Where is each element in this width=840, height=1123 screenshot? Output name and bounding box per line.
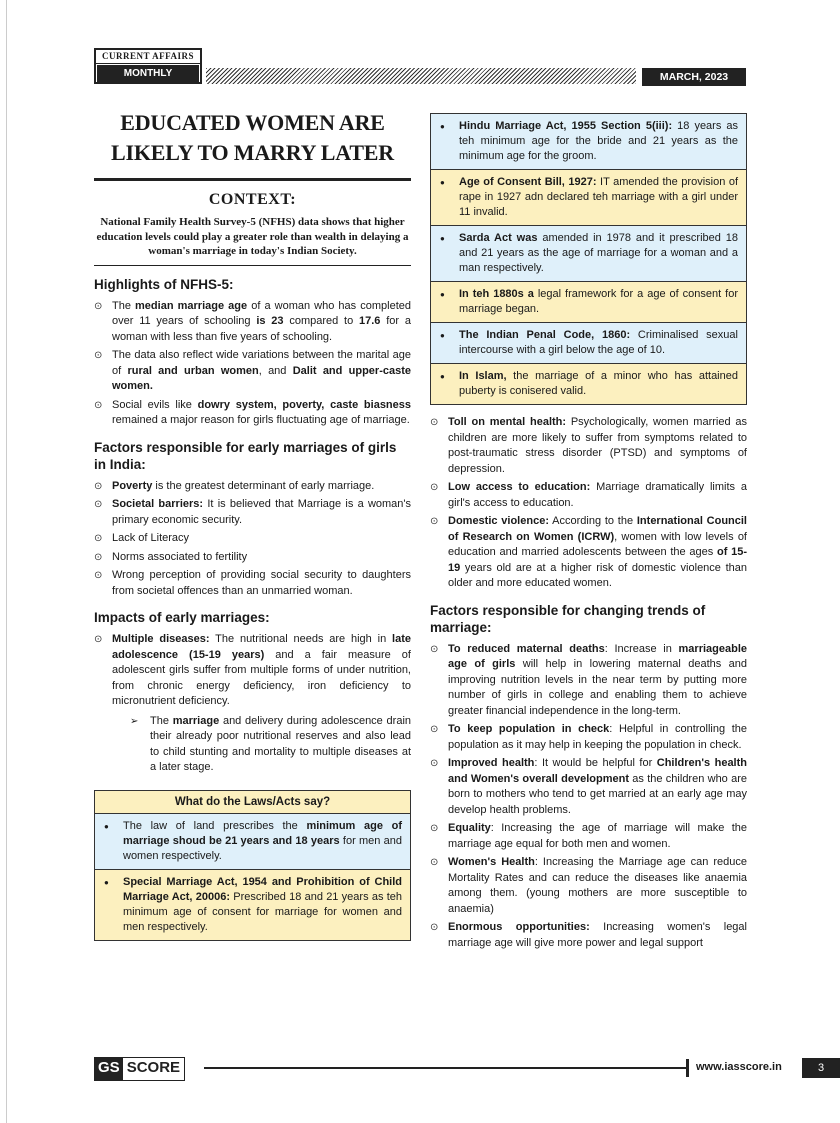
factors-list bbox=[94, 479, 411, 600]
magazine-brand bbox=[94, 48, 202, 84]
laws-box-continued bbox=[430, 113, 747, 405]
list-item: ⊙ Norms associated to fertility bbox=[94, 550, 411, 566]
page-header bbox=[94, 48, 746, 88]
list-item: ⊙ The median marriage age of a woman who has completed over 11 years of schooling is 23 compared to 17.6 for a woman with less than five years of schooling. bbox=[94, 299, 411, 346]
context-heading: CONTEXT: bbox=[208, 191, 297, 208]
list-item: ⊙ Wrong perception of providing social security to daughters from societal offences than an unmarried woman. bbox=[94, 568, 411, 599]
title-divider bbox=[94, 178, 411, 181]
title-line-2: LIKELY TO MARRY LATER bbox=[111, 140, 394, 165]
highlights-heading: Highlights of NFHS-5: bbox=[94, 276, 234, 292]
list-item: ⊙ Social evils like dowry system, poverty, caste biasness remained a major reason for girls fluctuating age of marriage. bbox=[94, 398, 411, 429]
list-item: ⊙ Societal barriers: It is believed that Marriage is a woman's primary economic security. bbox=[94, 497, 411, 528]
header-stripe bbox=[206, 68, 636, 84]
list-item: ⊙ Women's Health: Increasing the Marriage age can reduce Mortality Rates and can reduce the diseases like anaemia among them. (young mothers are more susceptible to anaemia) bbox=[430, 855, 747, 917]
website-link[interactable]: www.iasscore.in bbox=[696, 1061, 782, 1073]
list-item: ⊙ Domestic violence: According to the International Council of Research on Women (ICRW), women with low levels of education and married adolescents between the ages of 15-19 years old are at a higher risk of domestic violence than older and more educated women. bbox=[430, 514, 747, 592]
law-row: ● Hindu Marriage Act, 1955 Section 5(iii): 18 years as teh minimum age for the bride and 21 years as the minimum age for the groom. bbox=[431, 114, 746, 170]
list-item: ⊙ Enormous opportunities: Increasing women's legal marriage age will give more power and legal support bbox=[430, 920, 747, 951]
gs-score-logo bbox=[94, 1057, 185, 1081]
list-item: ⊙ To reduced maternal deaths: Increase in marriageable age of girls will help in lowering maternal deaths and improving nutrition levels in the near term by putting more number of girls in college and enabling them to achieve greater financial independence in the long-term. bbox=[430, 642, 747, 720]
list-item: ⊙ Improved health: It would be helpful for Children's health and Women's overall development as the children who are born to mothers who tend to get married at an early age may develop health problems. bbox=[430, 756, 747, 818]
highlights-list bbox=[94, 299, 411, 429]
list-item: ⊙ Equality: Increasing the age of marriage will make the marriage age equal for both men and women. bbox=[430, 821, 747, 852]
article-title bbox=[94, 108, 411, 168]
list-item: ⊙ Multiple diseases: The nutritional needs are high in late adolescence (15-19 years) and a fair measure of adolescent girls suffer from multiple forms of under nutrition, from chronic energy deficiency, iron deficiency to micronutrient deficiency. ➢ The marriage and delivery during adolescence drain their already poor nutritional reserves and also lead to child stunting and mortality to multiple diseases at a later stage. bbox=[94, 632, 411, 776]
trends-heading: Factors responsible for changing trends of marriage: bbox=[430, 602, 706, 635]
page-footer bbox=[94, 1057, 825, 1081]
law-row: ● In teh 1880s a legal framework for a age of consent for marriage began. bbox=[431, 282, 746, 323]
trends-list bbox=[430, 642, 747, 952]
issue-date: MARCH, 2023 bbox=[642, 68, 746, 86]
footer-rule bbox=[204, 1067, 686, 1069]
sub-list bbox=[130, 714, 411, 776]
list-item: ⊙ Low access to education: Marriage dramatically limits a girl's access to education. bbox=[430, 480, 747, 511]
law-row: ● In Islam, the marriage of a minor who has attained puberty is conisered valid. bbox=[431, 364, 746, 404]
page-number: 3 bbox=[802, 1058, 840, 1078]
title-line-1: EDUCATED WOMEN ARE bbox=[120, 110, 385, 135]
logo-score: SCORE bbox=[126, 1059, 181, 1076]
factors-heading: Factors responsible for early marriages of girls in India: bbox=[94, 439, 397, 472]
impacts-list-continued bbox=[430, 415, 747, 592]
list-item: ⊙ The data also reflect wide variations between the marital age of rural and urban women, and Dalit and upper-caste women. bbox=[94, 348, 411, 395]
law-row: ● Age of Consent Bill, 1927: IT amended the provision of rape in 1927 adn declared teh marriage with a girl under 11 invalid. bbox=[431, 170, 746, 226]
list-item: ⊙ Lack of Literacy bbox=[94, 531, 411, 547]
page-edge-line bbox=[6, 0, 7, 1123]
list-item: ⊙ Poverty is the greatest determinant of early marriage. bbox=[94, 479, 411, 495]
law-row: ● The Indian Penal Code, 1860: Criminalised sexual intercourse with a girl below the age of 10. bbox=[431, 323, 746, 364]
list-item: ⊙ To keep population in check: Helpful in controlling the population as it may help in keeping the population in check. bbox=[430, 722, 747, 753]
list-item: ⊙ Toll on mental health: Psychologically, women married as children are more likely to suffer from symptoms related to post-traumatic stress disorder (PTSD) and symptoms of depression. bbox=[430, 415, 747, 477]
laws-box bbox=[94, 790, 411, 941]
impacts-list bbox=[94, 632, 411, 776]
law-row: ● Sarda Act was amended in 1978 and it prescribed 18 and 21 years as the age of marriage for a woman and a man respectively. bbox=[431, 226, 746, 282]
brand-top-text: CURRENT AFFAIRS bbox=[96, 50, 200, 64]
brand-bottom-text: MONTHLY bbox=[97, 65, 199, 82]
left-column bbox=[94, 108, 411, 941]
law-row: ● The law of land prescribes the minimum age of marriage shoud be 21 years and 18 years for men and women respectively. bbox=[95, 814, 410, 870]
footer-rule-end bbox=[686, 1059, 689, 1077]
logo-gs: GS bbox=[95, 1058, 123, 1080]
laws-box-heading: What do the Laws/Acts say? bbox=[95, 791, 410, 814]
right-column bbox=[430, 113, 747, 954]
law-row: ● Special Marriage Act, 1954 and Prohibition of Child Marriage Act, 20006: Prescribed 18 and 21 years as teh minimum age of consent for marriage for women and men respectively. bbox=[95, 870, 410, 940]
context-text: National Family Health Survey-5 (NFHS) data shows that higher education levels could play a greater role than wealth in delaying a woman's marriage in today's Indian Society. bbox=[94, 215, 411, 266]
sub-list-item: ➢ The marriage and delivery during adolescence drain their already poor nutritional reserves and also lead to child stunting and mortality to multiple diseases at a later stage. bbox=[130, 714, 411, 776]
impacts-heading: Impacts of early marriages: bbox=[94, 610, 270, 625]
